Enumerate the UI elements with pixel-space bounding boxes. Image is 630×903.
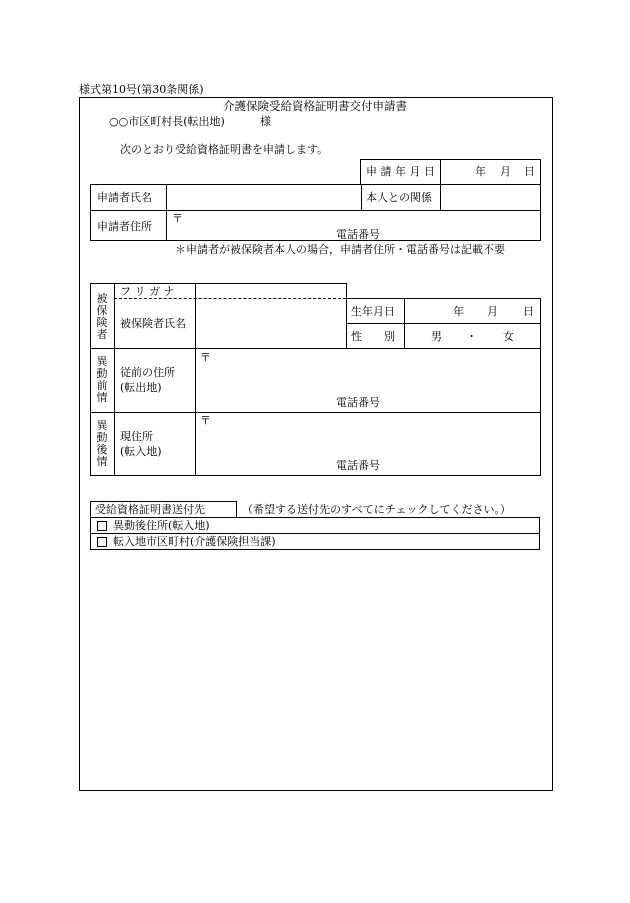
before-section-label: 異 動 前 情 (96, 355, 108, 404)
current-postal-mark: 〒 (200, 414, 211, 427)
previous-postal-mark: 〒 (200, 351, 211, 364)
application-month-unit: 月 (500, 165, 511, 178)
applicant-address-label: 申請者住所 (97, 220, 152, 233)
application-year-unit: 年 (475, 165, 486, 178)
applicant-address-field[interactable] (185, 213, 535, 227)
birth-year-unit: 年 (453, 305, 464, 318)
delivery-option-label: 異動後住所(転入地) (113, 519, 210, 532)
applicant-phone-label: 電話番号 (336, 228, 380, 241)
furigana-field[interactable] (198, 285, 343, 297)
previous-address-label: 従前の住所 (120, 366, 175, 379)
previous-phone-field[interactable] (390, 395, 535, 408)
applicant-name-label: 申請者氏名 (97, 191, 152, 204)
form-number: 様式第10号(第30条関係) (79, 83, 204, 96)
insured-section-label: 被 保 険 者 (96, 292, 108, 341)
birth-label: 生年月日 (351, 305, 395, 318)
gender-separator: ・ (466, 330, 477, 343)
applicant-note: ＊申請者が被保険者本人の場合，申請者住所・電話番号は記載不要 (175, 243, 505, 256)
checkbox-icon[interactable] (97, 537, 107, 547)
application-date-label: 申 請 年 月 日 (366, 165, 435, 178)
previous-address-field[interactable] (213, 351, 533, 391)
current-address-sub: (転入地) (120, 445, 162, 458)
delivery-option-label: 転入地市区町村(介護保険担当課) (113, 535, 276, 548)
application-day-unit: 日 (524, 165, 535, 178)
previous-address-sub: (転出地) (120, 381, 162, 394)
current-phone-field[interactable] (390, 458, 535, 471)
gender-label: 性 別 (351, 330, 395, 343)
addressee-sama: 様 (260, 115, 271, 128)
delivery-option-new-address[interactable] (97, 520, 210, 531)
previous-phone-label: 電話番号 (336, 396, 380, 409)
birth-month-unit: 月 (487, 305, 498, 318)
after-section-label: 異 動 後 情 (96, 419, 108, 468)
relation-field[interactable] (444, 187, 538, 207)
gender-male-option[interactable]: 男 (431, 330, 442, 343)
addressee: ○○市区町村長(転出地) (109, 115, 225, 128)
form-title: 介護保険受給資格証明書交付申請書 (223, 99, 407, 113)
applicant-phone-field[interactable] (390, 227, 535, 239)
current-address-field[interactable] (213, 415, 533, 455)
applicant-postal-mark: 〒 (172, 212, 183, 225)
applicant-name-field[interactable] (170, 187, 358, 207)
furigana-label: フ リ ガ ナ (120, 285, 175, 298)
delivery-label: 受給資格証明書送付先 (95, 503, 205, 516)
intro-text: 次のとおり受給資格証明書を申請します。 (120, 143, 329, 156)
delivery-option-municipality[interactable] (97, 536, 276, 547)
current-address-label: 現住所 (120, 430, 153, 443)
insured-name-field[interactable] (198, 301, 343, 345)
checkbox-icon[interactable] (97, 521, 107, 531)
current-phone-label: 電話番号 (336, 459, 380, 472)
insured-name-label: 被保険者氏名 (120, 317, 186, 330)
delivery-instruction: （希望する送付先のすべてにチェックしてください。） (242, 503, 511, 516)
gender-female-option[interactable]: 女 (503, 330, 514, 343)
relation-label: 本人との関係 (366, 191, 432, 204)
birth-day-unit: 日 (523, 305, 534, 318)
